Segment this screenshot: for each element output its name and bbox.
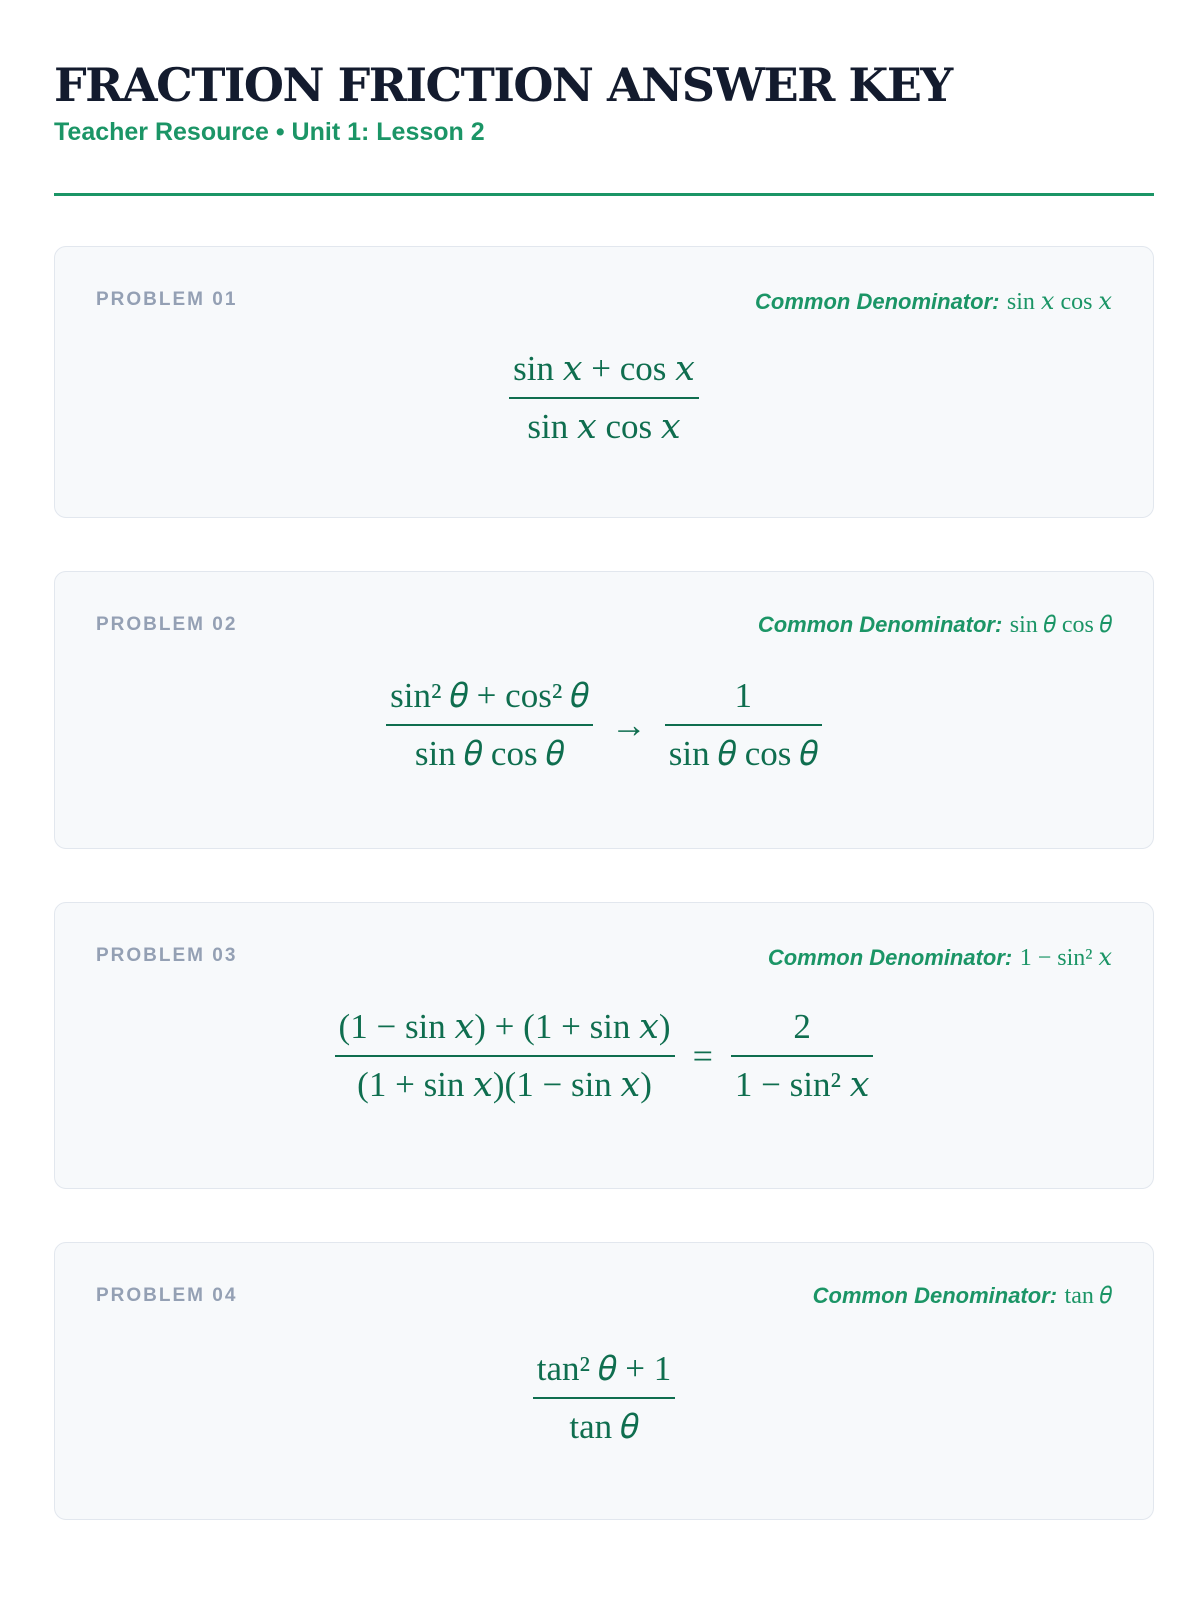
equation: [55, 676, 1153, 774]
common-denominator-note: [758, 612, 1112, 639]
problem-card-03: [54, 902, 1154, 1189]
fraction-denominator: sin 𝑥 cos 𝑥: [509, 397, 699, 447]
problem-card-02: [54, 571, 1154, 849]
page-subtitle: Teacher Resource • Unit 1: Lesson 2: [54, 118, 485, 146]
problem-label: PROBLEM 02: [96, 614, 238, 635]
simplified-fraction: [731, 1007, 874, 1105]
common-denominator-value: 1 − sin² 𝑥: [1019, 945, 1112, 971]
fraction: [386, 676, 593, 774]
header-divider: [54, 193, 1154, 196]
page-title: FRACTION FRICTION ANSWER KEY: [54, 58, 952, 112]
fraction-numerator: sin 𝑥 + cos 𝑥: [513, 349, 695, 388]
arrow-operator: →: [610, 705, 647, 745]
common-denominator-value: sin 𝑥 cos 𝑥: [1006, 289, 1112, 315]
fraction: [335, 1007, 675, 1105]
common-denominator-label: Common Denominator:: [812, 1283, 1058, 1308]
equation: [55, 1007, 1153, 1105]
fraction-numerator: (1 − sin 𝑥) + (1 + sin 𝑥): [338, 1007, 671, 1046]
fraction-denominator: sin 𝜃 cos 𝜃: [386, 724, 593, 774]
fraction-denominator: 1 − sin² 𝑥: [731, 1055, 874, 1105]
common-denominator-note: [768, 943, 1112, 972]
common-denominator-note: [813, 1283, 1112, 1310]
common-denominator-value: sin 𝜃 cos 𝜃: [1009, 612, 1112, 638]
simplified-fraction: [665, 676, 822, 774]
equation: [55, 1349, 1153, 1447]
fraction: [533, 1349, 675, 1447]
common-denominator-value: tan 𝜃: [1064, 1283, 1112, 1309]
page-header: [54, 56, 1154, 148]
common-denominator-label: Common Denominator:: [757, 612, 1003, 637]
fraction-denominator: sin 𝜃 cos 𝜃: [665, 724, 822, 774]
problem-card-04: [54, 1242, 1154, 1520]
fraction-denominator: tan 𝜃: [533, 1397, 675, 1447]
equation: [55, 349, 1153, 447]
equals-operator: =: [692, 1036, 713, 1076]
common-denominator-note: [755, 287, 1112, 316]
problem-label: PROBLEM 03: [96, 945, 238, 966]
problem-card-01: [54, 246, 1154, 518]
fraction-denominator: (1 + sin 𝑥)(1 − sin 𝑥): [335, 1055, 675, 1105]
fraction: [509, 349, 699, 447]
fraction-numerator: 1: [734, 676, 753, 715]
fraction-numerator: tan² 𝜃 + 1: [536, 1349, 672, 1388]
fraction-numerator: sin² 𝜃 + cos² 𝜃: [390, 676, 589, 715]
common-denominator-label: Common Denominator:: [755, 289, 1000, 314]
fraction-numerator: 2: [793, 1007, 811, 1046]
common-denominator-label: Common Denominator:: [767, 945, 1013, 970]
problem-label: PROBLEM 01: [96, 289, 238, 310]
problem-label: PROBLEM 04: [96, 1285, 238, 1306]
